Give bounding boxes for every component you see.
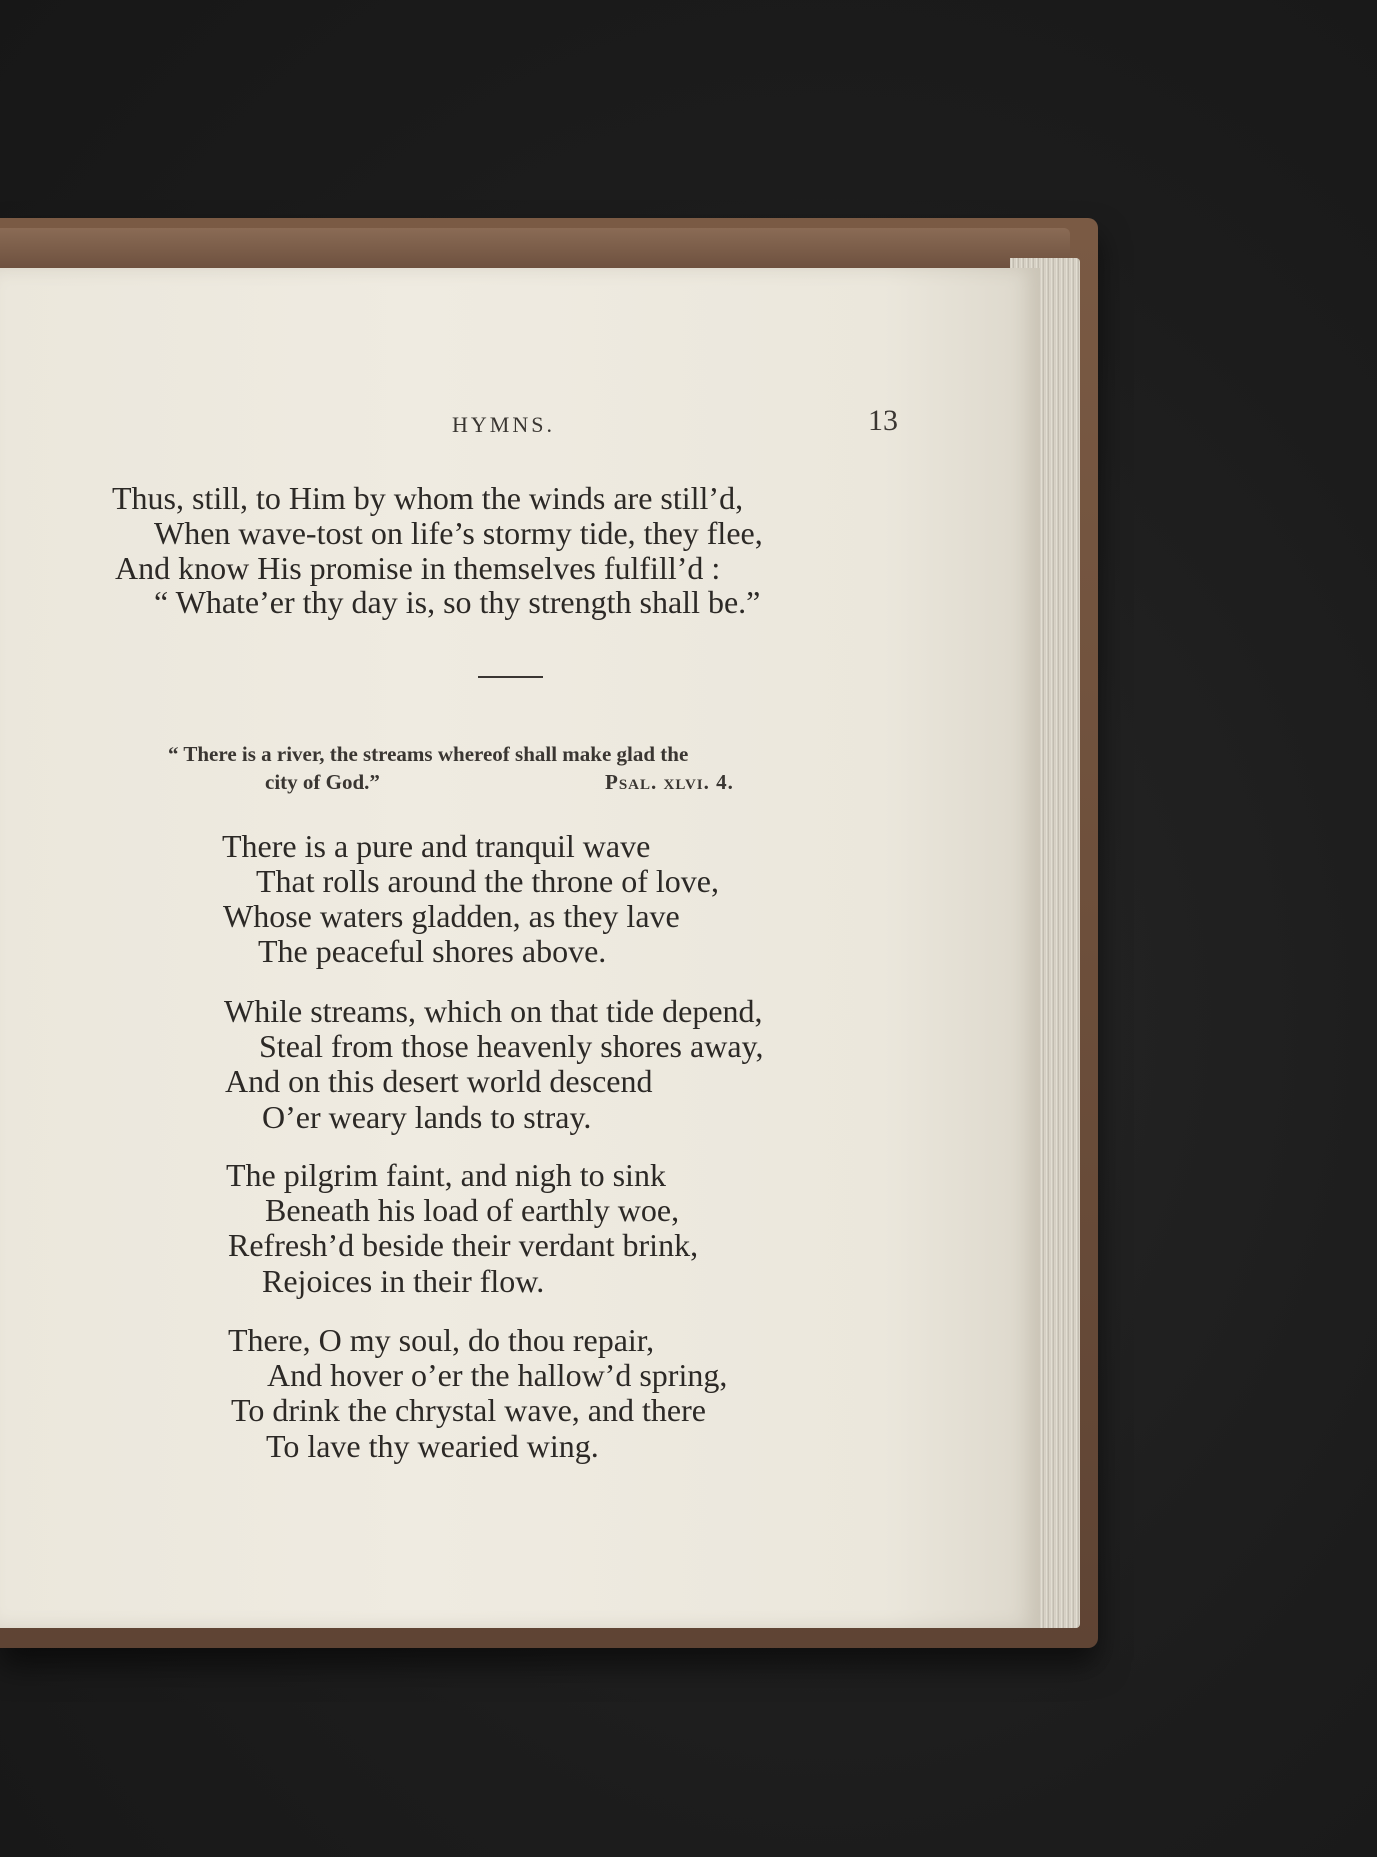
verse-line: When wave-tost on life’s stormy tide, they flee, (154, 515, 763, 551)
verse-line: Rejoices in their flow. (262, 1263, 545, 1299)
verse-line: And on this desert world descend (225, 1063, 653, 1099)
verse-line: And know His promise in themselves fulfill’d : (115, 550, 721, 586)
verse-line: To lave thy wearied wing. (266, 1428, 599, 1464)
verse-line: Beneath his load of earthly woe, (265, 1192, 680, 1228)
section-rule (478, 676, 543, 678)
verse-line: The peaceful shores above. (258, 933, 607, 969)
verse-line: O’er weary lands to stray. (262, 1099, 592, 1135)
running-head: HYMNS. (452, 412, 555, 437)
verse-line: Refresh’d beside their verdant brink, (228, 1227, 699, 1263)
epigraph-line-2: city of God.” (265, 770, 380, 794)
verse-line: While streams, which on that tide depend, (224, 993, 763, 1029)
book-cover-top-edge (0, 228, 1070, 268)
epigraph-line-1: “ There is a river, the streams whereof shall make glad the (168, 742, 689, 766)
verse-line: Whose waters gladden, as they lave (223, 898, 680, 934)
verse-line: Thus, still, to Him by whom the winds are still’d, (112, 480, 744, 516)
page-number: 13 (868, 404, 898, 437)
verse-line: The pilgrim faint, and nigh to sink (226, 1157, 666, 1193)
verse-line: There, O my soul, do thou repair, (228, 1322, 655, 1358)
verse-line: Steal from those heavenly shores away, (259, 1028, 764, 1064)
verse-line: To drink the chrystal wave, and there (231, 1392, 706, 1428)
verse-line: “ Whate’er thy day is, so thy strength shall be.” (154, 584, 761, 620)
verse-line: That rolls around the throne of love, (256, 863, 719, 899)
verse-line: There is a pure and tranquil wave (222, 828, 651, 864)
epigraph-citation: Psal. xlvi. 4. (605, 770, 734, 794)
verse-line: And hover o’er the hallow’d spring, (267, 1357, 728, 1393)
